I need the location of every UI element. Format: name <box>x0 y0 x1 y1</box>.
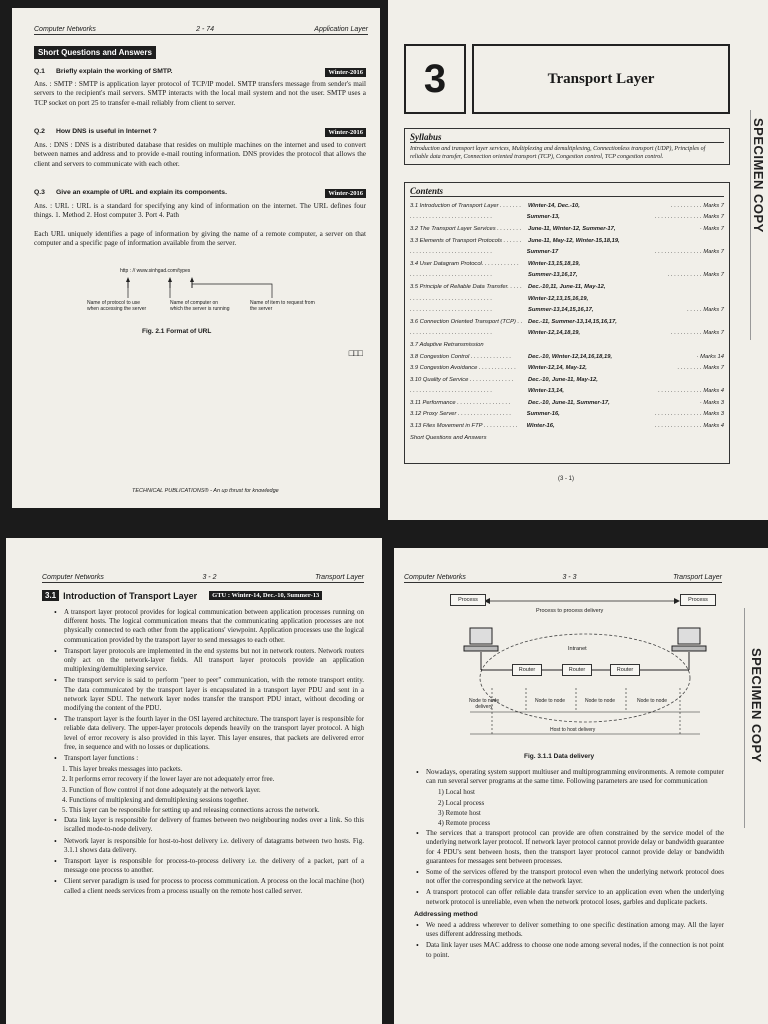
page-2-74 <box>12 8 380 508</box>
contents-title: Contents <box>410 186 724 197</box>
node-to-node-label-2: Node to node <box>534 698 566 704</box>
section-title: Short Questions and Answers <box>34 46 156 59</box>
contents-exam-refs: Dec.-11, Summer-13,14,15,16,17, <box>528 318 617 325</box>
contents-section: 3.8 Congestion Control . . . . . . . . . . . . . <box>410 353 512 360</box>
bullet-item: • Client server paradigm is used for process to process communication. A process on the local machine (hot) called a client needs services from a process usually on the remote host called server. <box>52 877 364 895</box>
figure-caption: Fig. 3.1.1 Data delivery <box>524 753 595 760</box>
running-header <box>34 26 368 35</box>
contents-section: 3.2 The Transport Layer Services . . . . . . . . <box>410 225 522 232</box>
contents-row <box>410 258 724 270</box>
contents-row <box>410 374 724 386</box>
exam-badge: Winter-2016 <box>325 189 366 198</box>
contents-section: 3.10 Quality of Service . . . . . . . . . . . . . . <box>410 376 514 383</box>
contents-section: . . . . . . . . . . . . . . . . . . . . . . . . . . <box>410 214 493 221</box>
process-box-left: Process <box>450 594 486 606</box>
bullet-item: • The transport layer is the fourth layer in the OSI layered architecture. The transport layer is responsible for reliable data delivery. The upper-layer protocols depends heavily on the transport layer protocol. A high level of error recovery is also provided in this layer. This layer ensures, that packets are delivered error free, in sequence and with no losses or duplications. <box>52 715 364 752</box>
header-center: 2 - 74 <box>196 26 215 33</box>
contents-row <box>410 432 724 444</box>
contents-marks: . . . . . . . . . . . . . . Marks 4 <box>658 388 724 395</box>
contents-section: . . . . . . . . . . . . . . . . . . . . . . . . . . <box>410 330 493 337</box>
numbered-item: 2. It performs error recovery if the lower layer are not adequately error free. <box>62 775 275 784</box>
contents-row <box>410 223 724 235</box>
page-3-3 <box>394 548 768 1024</box>
contents-section: 3.3 Elements of Transport Protocols . . . . . . <box>410 237 522 244</box>
contents-exam-refs: Winter-13,15,18,19, <box>528 260 581 267</box>
contents-row <box>410 351 724 363</box>
node-to-node-label-1: Node to node delivery <box>468 698 500 710</box>
numbered-item: 2) Local process <box>438 798 485 807</box>
bullet-item: • Some of the services offered by the transport protocol even when the underlying network protocol does not offer the corresponding service at the network layer. <box>414 868 724 886</box>
contents-exam-refs: Winter-12,14,18,19, <box>528 330 581 337</box>
bullet-item: • The services that a transport protocol can provide are often constrained by the service model of the underlying network layer protocol. If network layer protocol cannot provide delay or bandwidth guarantee for 4 PDU's sent between hosts, then the transport layer protocol cannot provide delay or bandwidth guarantees for messages sent between processes. <box>414 829 724 866</box>
bullet-item: • Data link layer is responsible for delivery of frames between two neighbouring nodes over a link. So this iscalled mode-to-node delivery. <box>52 816 364 834</box>
contents-row <box>410 362 724 374</box>
contents-row <box>410 281 724 293</box>
contents-exam-refs: Winter-16, <box>526 423 555 430</box>
contents-row <box>410 293 724 305</box>
bullet-item: • A transport layer protocol provides for logical communication between application processes running on different hosts. The logical communication means that the communicating application processes are not physically connected to each other from the applications' viewpoint. Application processes use the logical communication provided by the transport layer to send messages to each other. <box>52 608 364 645</box>
header-left: Computer Networks <box>34 26 96 33</box>
contents-section: 3.1 Introduction of Transport Layer . . . . . . . <box>410 202 522 209</box>
url-label-protocol: Name of protocol to use when accessing the server <box>87 300 147 312</box>
router-2: Router <box>562 664 592 676</box>
contents-marks: . . . . . . . . Marks 7 <box>677 365 724 372</box>
contents-row <box>410 246 724 258</box>
contents-section: 3.5 Principle of Reliable Data Transfer. . . . . <box>410 283 522 290</box>
numbered-item: 1) Local host <box>438 788 475 797</box>
bullet-item: • Network layer is responsible for host-to-host delivery i.e. delivery of datagrams between two hosts. Fig. 3.1.1 shows data delivery. <box>52 837 364 855</box>
question-1: Q.1 Briefly explain the working of SMTP. Winter-2016 <box>34 68 366 77</box>
node-to-node-label-4: Node to node <box>636 698 668 704</box>
contents-exam-refs: June-11, Winter-12, Summer-17, <box>528 225 616 232</box>
url-label-host: Name of computer on which the server is running <box>170 300 230 312</box>
contents-section: . . . . . . . . . . . . . . . . . . . . . . . . . . <box>410 272 493 279</box>
contents-exam-refs: Winter-14, Dec.-10, <box>528 202 580 209</box>
contents-exam-refs: Winter-12,14, May-12, <box>528 365 587 372</box>
syllabus-box <box>404 128 730 165</box>
header-right: Application Layer <box>314 26 368 33</box>
section-body <box>52 608 364 898</box>
node-to-node-label-3: Node to node <box>584 698 616 704</box>
numbered-item: 5. This layer can be responsible for setting up and releasing connections across the network. <box>62 806 320 815</box>
url-example: http : // www.sinhgad.com/types <box>120 268 191 274</box>
url-label-path: Name of item to request from the server <box>250 300 315 312</box>
chapter-number: 3 <box>423 56 447 101</box>
contents-marks: . . . . . . . . . . . . . . . Marks 7 <box>655 214 724 221</box>
chapter-number-box <box>404 44 466 114</box>
contents-section: 3.12 Proxy Server . . . . . . . . . . . . . . . . . <box>410 411 512 418</box>
syllabus-text: Introduction and transport layer services, Multiplexing and demultiplexing, Connectionless transport (UDP), Principles of reliable data transfer, Connection oriented transport (TCP), Congestion control, TCP congestion control. <box>410 146 706 160</box>
process-to-process-label: Process to process delivery <box>536 608 604 614</box>
contents-row <box>410 270 724 282</box>
numbered-item: 4. Functions of multiplexing and demultiplexing sessions together. <box>62 795 249 804</box>
section-heading <box>42 590 322 601</box>
addressing-heading: Addressing method <box>414 910 478 918</box>
answer-1: Ans. : SMTP : SMTP is application layer protocol of TCP/IP model. SMTP transfers message from sender's mail servers to the recipient's mail servers. SMTP interacts with the local mail system and not the user. SMTP uses a TCP socket on port 25 to transfer e-mail reliably from client to server. <box>34 80 366 107</box>
bullet-item: • We need a address wherever to deliver something to one specific destination among may. All the layer uses different addressing methods. <box>414 921 724 939</box>
contents-exam-refs: Summer-17 <box>526 249 559 256</box>
syllabus-title: Syllabus <box>410 132 724 143</box>
contents-section: . . . . . . . . . . . . . . . . . . . . . . . . . . <box>410 307 493 314</box>
running-header: Computer Networks 3 - 2 Transport Layer <box>42 574 364 581</box>
contents-section: 3.9 Congestion Avoidance . . . . . . . . . . . . <box>410 365 517 372</box>
internet-label: Intranet <box>568 646 587 652</box>
exam-badge: Winter-2016 <box>325 68 366 77</box>
contents-marks: . . . . . Marks 7 <box>687 307 724 314</box>
numbered-item: 1. This layer breaks messages into packets. <box>62 765 183 774</box>
answer-3-continued: Each URL uniquely identifies a page of information by giving the name of a remote computer, a server on that computer and a specific page of information available from the server. <box>34 230 366 248</box>
contents-section: 3.13 Files Movement in FTP . . . . . . . . . . . <box>410 423 518 430</box>
answer-3: Ans. : URL : URL is a standard for specifying any kind of information on the internet. The URL defines four things. 1. Method 2. Host computer 3. Port 4. Path <box>34 202 366 220</box>
contents-marks: . . . . . . . . . . Marks 7 <box>671 202 724 209</box>
page-reference: (3 - 1) <box>558 476 575 482</box>
numbered-item: 3) Remote host <box>438 808 481 817</box>
contents-exam-refs: Summer-16, <box>526 411 560 418</box>
contents-section: Short Questions and Answers <box>410 434 487 441</box>
contents-section: 3.7 Adaptive Retransmission <box>410 341 484 348</box>
contents-exam-refs: Dec.-10,11, June-11, May-12, <box>528 283 606 290</box>
router-1: Router <box>512 664 542 676</box>
section-title: Introduction of Transport Layer <box>63 590 198 601</box>
contents-row <box>410 235 724 247</box>
contents-list <box>410 200 724 443</box>
contents-marks: . . . . . . . . . . . . . . . Marks 3 <box>655 411 724 418</box>
contents-exam-refs: Summer-13,16,17, <box>528 272 578 279</box>
contents-row <box>410 212 724 224</box>
contents-exam-refs: Dec.-10, Winter-12,14,16,18,19, <box>528 353 613 360</box>
answer-2: Ans. : DNS : DNS is a distributed database that resides on multiple machines on the internet and used to convert between names and address and to provide e-mail routing information. DNS provides the protocol that allows the client and servers to communicate with each other. <box>34 141 366 168</box>
contents-row <box>410 339 724 351</box>
page-footer: TECHNICAL PUBLICATIONS® - An up thrust for knowledge <box>132 488 279 494</box>
contents-section: . . . . . . . . . . . . . . . . . . . . . . . . . . <box>410 295 493 302</box>
numbered-item: 4) Remote process <box>438 819 491 828</box>
contents-section: 3.4 User Datagram Protocol. . . . . . . . . . . . <box>410 260 519 267</box>
contents-exam-refs: Dec.-10, June-11, Summer-17, <box>528 399 610 406</box>
end-of-section-mark: □□□ <box>348 348 362 358</box>
contents-marks: · Marks 7 <box>699 225 724 232</box>
numbered-item: 3. Function of flow control if not done adequately at the network layer. <box>62 785 261 794</box>
exam-badge: Winter-2016 <box>325 128 366 137</box>
section-number: 3.1 <box>42 590 59 601</box>
contents-exam-refs: Winter-13,14, <box>528 388 565 395</box>
contents-row <box>410 200 724 212</box>
contents-exam-refs: Winter-12,13,15,16,19, <box>528 295 589 302</box>
page-3-1 <box>388 0 768 520</box>
bullet-item: • Transport layer protocols are implemented in the end systems but not in network routers. Network routers only act on the network-layer fields. All transport layer protocols provide an application multiplexing/demultiplexing service. <box>52 647 364 675</box>
contents-exam-refs: Dec.-10, June-11, May-12, <box>528 376 598 383</box>
contents-marks: · Marks 14 <box>696 353 724 360</box>
contents-section: . . . . . . . . . . . . . . . . . . . . . . . . . . <box>410 388 493 395</box>
contents-exam-refs: Summer-13,14,15,16,17, <box>528 307 594 314</box>
bullet-item: • Data link layer uses MAC address to choose one node among several nodes, if the connection is not point to point. <box>414 941 724 959</box>
contents-marks: . . . . . . . . . . . Marks 7 <box>667 272 724 279</box>
host-to-host-label: Host to host delivery <box>550 727 596 733</box>
router-3: Router <box>610 664 640 676</box>
specimen-copy-stamp: SPECIMEN COPY <box>749 648 764 763</box>
figure-caption: Fig. 2.1 Format of URL <box>142 328 212 335</box>
exam-badge: GTU : Winter-14, Dec.-10, Summer-13 <box>209 591 322 600</box>
bullet-item: • Transport layer is responsible for process-to-process delivery i.e. the delivery of a packet, part of a message one process to another. <box>52 857 364 875</box>
contents-row <box>410 397 724 409</box>
process-box-right: Process <box>680 594 716 606</box>
question-2: Q.2 How DNS is useful in Internet ? Winter-2016 <box>34 128 366 137</box>
contents-section: . . . . . . . . . . . . . . . . . . . . . . . . . . <box>410 249 493 256</box>
bullet-item: • A transport protocol can offer reliable data transfer service to an application even when the underlying network protocol is unreliable, even when the network protocol loses, garbles and duplicate packets. <box>414 888 724 906</box>
contents-row <box>410 386 724 398</box>
contents-row <box>410 304 724 316</box>
contents-section: 3.6 Connection Oriented Transport (TCP) . . <box>410 318 523 325</box>
contents-section: 3.11 Performance . . . . . . . . . . . . . . . . . <box>410 399 511 406</box>
contents-marks: · Marks 3 <box>699 399 724 406</box>
contents-marks: . . . . . . . . . . . . . . . Marks 7 <box>655 249 724 256</box>
data-delivery-diagram <box>450 592 730 750</box>
running-header: Computer Networks 3 - 3 Transport Layer <box>404 574 722 581</box>
contents-marks: . . . . . . . . . . . . . . . Marks 4 <box>655 423 724 430</box>
contents-row <box>410 409 724 421</box>
contents-marks: . . . . . . . . . . Marks 7 <box>671 330 724 337</box>
chapter-title: Transport Layer <box>547 70 655 87</box>
page-body <box>414 768 724 962</box>
bullet-item: • Transport layer functions : <box>52 754 364 763</box>
contents-row <box>410 420 724 432</box>
contents-exam-refs: Summer-13, <box>526 214 560 221</box>
contents-row <box>410 316 724 328</box>
bullet-item: • Nowadays, operating system support multiuser and multiprogramming environments. A remote computer can run several server programs at the same time. Following parameters are used for communication <box>414 768 724 786</box>
bullet-item: • The transport service is said to perform "peer to peer" communication, with the remote transport entity. The data communicated by the transport layer is encapsulated in a transport layer PDU and sent in a network layer SDU. The network layer nodes transfer the transport PDU intact, without decoding or modifying the content of the PDU. <box>52 676 364 713</box>
question-3: Q.3 Give an example of URL and explain its components. Winter-2016 <box>34 189 366 198</box>
contents-row <box>410 328 724 340</box>
contents-box <box>404 182 730 464</box>
contents-exam-refs: June-11, May-12, Winter-15,18,19, <box>528 237 620 244</box>
chapter-title-box <box>472 44 730 114</box>
specimen-copy-stamp: SPECIMEN COPY <box>751 118 766 233</box>
page-3-2 <box>6 538 382 1024</box>
